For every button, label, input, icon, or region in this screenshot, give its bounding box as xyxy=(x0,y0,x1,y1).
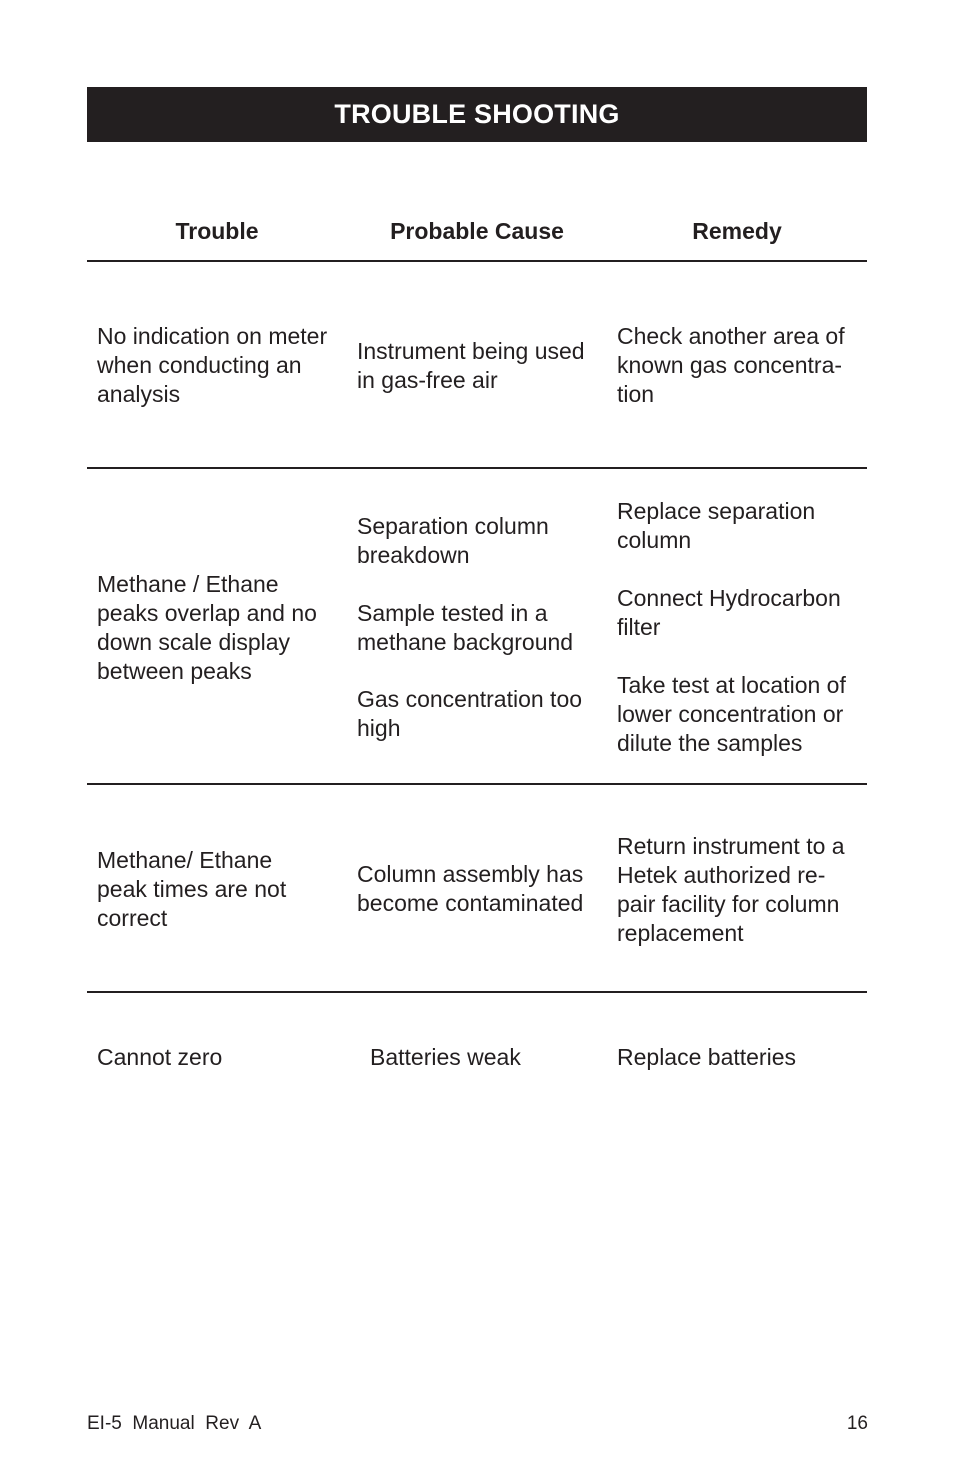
row-divider xyxy=(87,467,867,469)
row3-cause: Column assembly has become contaminated xyxy=(357,861,584,916)
row3-remedy: Return instrument to a Hetek authorized re- pair facility for column replacement xyxy=(617,833,845,946)
page-title: TROUBLE SHOOTING xyxy=(87,87,867,142)
header-remedy: Remedy xyxy=(692,218,782,244)
row2-remedy-1: Replace separation column xyxy=(617,498,816,553)
row1-cause: Instrument being used in gas-free air xyxy=(357,338,585,393)
header-trouble: Trouble xyxy=(175,218,259,244)
row1-remedy: Check another area of known gas concentra- tion xyxy=(617,323,845,407)
row3-trouble: Methane/ Ethane peak times are not correct xyxy=(97,847,287,931)
row4-cause: Batteries weak xyxy=(370,1044,521,1070)
header-probable-cause: Probable Cause xyxy=(390,218,564,244)
header-rule xyxy=(87,260,867,262)
row2-cause-1: Separation column breakdown xyxy=(357,513,549,568)
row2-remedy-2: Connect Hydrocarbon filter xyxy=(617,585,841,640)
footer-manual-rev: EI-5 Manual Rev A xyxy=(87,1413,262,1434)
row2-remedy-3: Take test at location of lower concentration or dilute the samples xyxy=(617,672,846,756)
row-divider xyxy=(87,783,867,785)
row2-trouble: Methane / Ethane peaks overlap and no down scale display between peaks xyxy=(97,571,317,684)
row4-remedy: Replace batteries xyxy=(617,1044,796,1070)
page-number: 16 xyxy=(846,1413,868,1434)
row2-cause-2: Sample tested in a methane background xyxy=(357,600,574,655)
row4-trouble: Cannot zero xyxy=(97,1044,223,1070)
row1-trouble: No indication on meter when conducting an analysis xyxy=(97,323,328,407)
row-divider xyxy=(87,991,867,993)
row2-cause-3: Gas concentration too high xyxy=(357,686,583,741)
